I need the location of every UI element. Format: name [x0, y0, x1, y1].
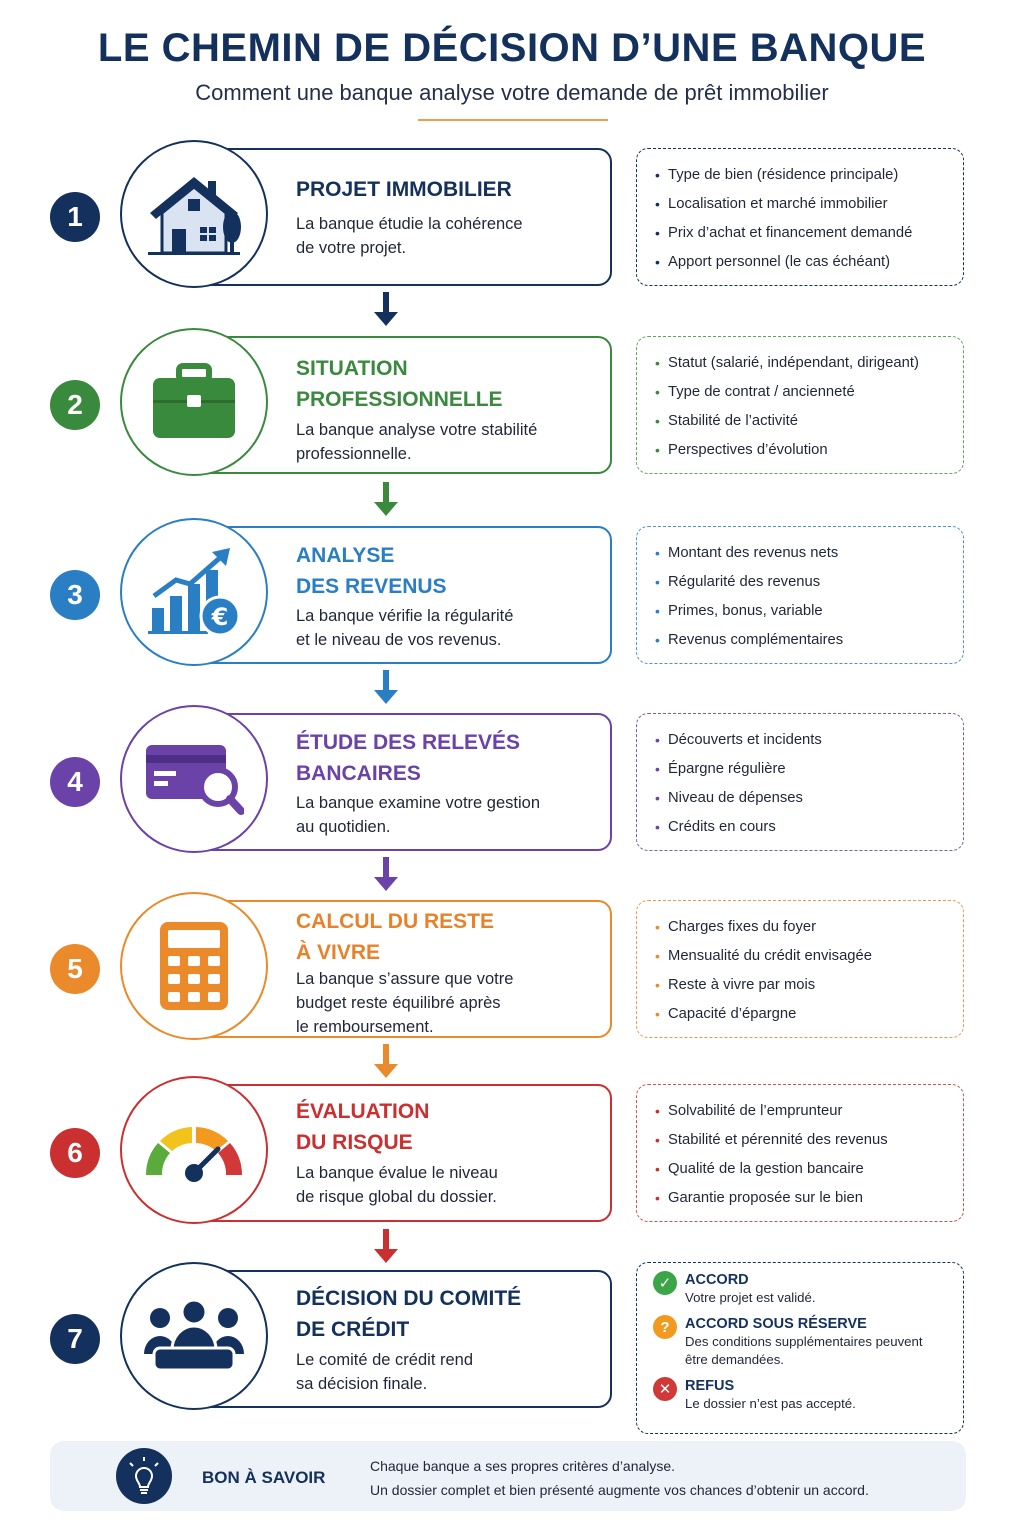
detail-item: • Montant des revenus nets [655, 539, 963, 568]
step-title: DÉCISION DU COMITÉ DE CRÉDIT [296, 1287, 522, 1341]
house-icon [144, 169, 244, 259]
step-details [636, 336, 964, 474]
detail-item: • Crédits en cours [655, 813, 963, 842]
step-icon-circle [120, 705, 268, 853]
lightbulb-icon [116, 1448, 172, 1504]
outcome-accord-sous-reserve [653, 1315, 953, 1369]
detail-item: • Localisation et marché immobilier [655, 190, 963, 219]
outcome-text: être demandées. [685, 1352, 784, 1367]
step-number: 2 [50, 380, 100, 430]
detail-item: • Qualité de la gestion bancaire [655, 1155, 963, 1184]
check-icon: ✓ [653, 1271, 677, 1295]
step-icon-circle [120, 892, 268, 1040]
step-number: 3 [50, 570, 100, 620]
gauge-icon [140, 1115, 248, 1185]
outcome-label: ACCORD [685, 1272, 749, 1288]
detail-item: • Perspectives d’évolution [655, 436, 963, 465]
step-details [636, 526, 964, 664]
step-description: La banque évalue le niveau de risque global du dossier. [296, 1164, 498, 1206]
arrow-down-icon [372, 1229, 400, 1265]
tip-text: Chaque banque a ses propres critères d’analyse. Un dossier complet et bien présenté augmente vos chances d’obtenir un accord. [370, 1458, 869, 1498]
step-icon-circle [120, 140, 268, 288]
step-icon-circle [120, 1076, 268, 1224]
detail-item: • Mensualité du crédit envisagée [655, 942, 963, 971]
svg-text:€: € [211, 603, 229, 631]
detail-item: • Stabilité de l’activité [655, 407, 963, 436]
step-description: La banque étudie la cohérence de votre projet. [296, 215, 523, 257]
step-icon-circle [120, 518, 268, 666]
committee-icon [140, 1298, 248, 1374]
arrow-down-icon [372, 857, 400, 893]
title-divider [418, 119, 608, 121]
detail-item: • Apport personnel (le cas échéant) [655, 248, 963, 277]
decision-outcomes [636, 1262, 964, 1434]
step-description: La banque examine votre gestion au quotidien. [296, 794, 541, 836]
step-details [636, 1084, 964, 1222]
outcome-text: Votre projet est validé. [685, 1290, 816, 1305]
tip-box [50, 1441, 966, 1511]
step-7 [0, 1270, 1024, 1410]
step-number: 5 [50, 944, 100, 994]
detail-item: • Prix d’achat et financement demandé [655, 219, 963, 248]
question-icon: ? [653, 1315, 677, 1339]
step-description: Le comité de crédit rend sa décision finale. [296, 1351, 474, 1393]
step-number: 4 [50, 757, 100, 807]
detail-item: • Stabilité et pérennité des revenus [655, 1126, 963, 1155]
detail-item: • Épargne régulière [655, 755, 963, 784]
step-icon-circle [120, 1262, 268, 1410]
detail-item: • Niveau de dépenses [655, 784, 963, 813]
step-title: ANALYSE DES REVENUS [296, 544, 447, 598]
arrow-down-icon [372, 292, 400, 328]
step-5 [0, 900, 1024, 1040]
detail-item: • Capacité d’épargne [655, 1000, 963, 1029]
step-6 [0, 1084, 1024, 1224]
card-magnifier-icon [144, 739, 244, 819]
detail-item: • Type de bien (résidence principale) [655, 161, 963, 190]
outcome-refus [653, 1377, 953, 1413]
detail-item: • Revenus complémentaires [655, 626, 963, 655]
step-title: PROJET IMMOBILIER [296, 178, 512, 201]
outcome-text: Des conditions supplémentaires peuvent [685, 1334, 923, 1349]
step-description: La banque analyse votre stabilité professionnelle. [296, 421, 538, 463]
step-1 [0, 148, 1024, 288]
calculator-icon [158, 920, 230, 1012]
step-number: 7 [50, 1314, 100, 1364]
page-subtitle: Comment une banque analyse votre demande de prêt immobilier [195, 80, 829, 105]
detail-item: • Garantie proposée sur le bien [655, 1184, 963, 1213]
growth-chart-euro-icon [146, 546, 242, 638]
arrow-down-icon [372, 1044, 400, 1080]
detail-item: • Type de contrat / ancienneté [655, 378, 963, 407]
page-title: LE CHEMIN DE DÉCISION D’UNE BANQUE [97, 26, 927, 70]
detail-item: • Primes, bonus, variable [655, 597, 963, 626]
briefcase-icon [149, 362, 239, 442]
step-2 [0, 336, 1024, 476]
tip-label: BON À SAVOIR [202, 1468, 326, 1487]
arrow-down-icon [372, 670, 400, 706]
outcome-accord [653, 1271, 953, 1307]
detail-item: • Solvabilité de l’emprunteur [655, 1097, 963, 1126]
arrow-down-icon [372, 482, 400, 518]
cross-icon: ✕ [653, 1377, 677, 1401]
step-4 [0, 713, 1024, 853]
detail-item: • Reste à vivre par mois [655, 971, 963, 1000]
step-icon-circle [120, 328, 268, 476]
detail-item: • Découverts et incidents [655, 726, 963, 755]
step-title: ÉVALUATION DU RISQUE [296, 1100, 430, 1154]
step-title: ÉTUDE DES RELEVÉS BANCAIRES [296, 731, 521, 785]
detail-item: • Statut (salarié, indépendant, dirigeant) [655, 349, 963, 378]
outcome-text: Le dossier n’est pas accepté. [685, 1396, 856, 1411]
step-description: La banque s’assure que votre budget reste équilibré après le remboursement. [296, 970, 514, 1036]
step-details [636, 148, 964, 286]
step-details [636, 713, 964, 851]
detail-item: • Charges fixes du foyer [655, 913, 963, 942]
step-title: CALCUL DU RESTE À VIVRE [296, 910, 494, 964]
outcome-label: REFUS [685, 1378, 735, 1394]
outcome-label: ACCORD SOUS RÉSERVE [685, 1316, 867, 1332]
step-details [636, 900, 964, 1038]
step-title: SITUATION PROFESSIONNELLE [296, 357, 503, 411]
step-3 [0, 526, 1024, 666]
step-number: 6 [50, 1128, 100, 1178]
step-description: La banque vérifie la régularité et le niveau de vos revenus. [296, 607, 514, 649]
detail-item: • Régularité des revenus [655, 568, 963, 597]
step-number: 1 [50, 192, 100, 242]
